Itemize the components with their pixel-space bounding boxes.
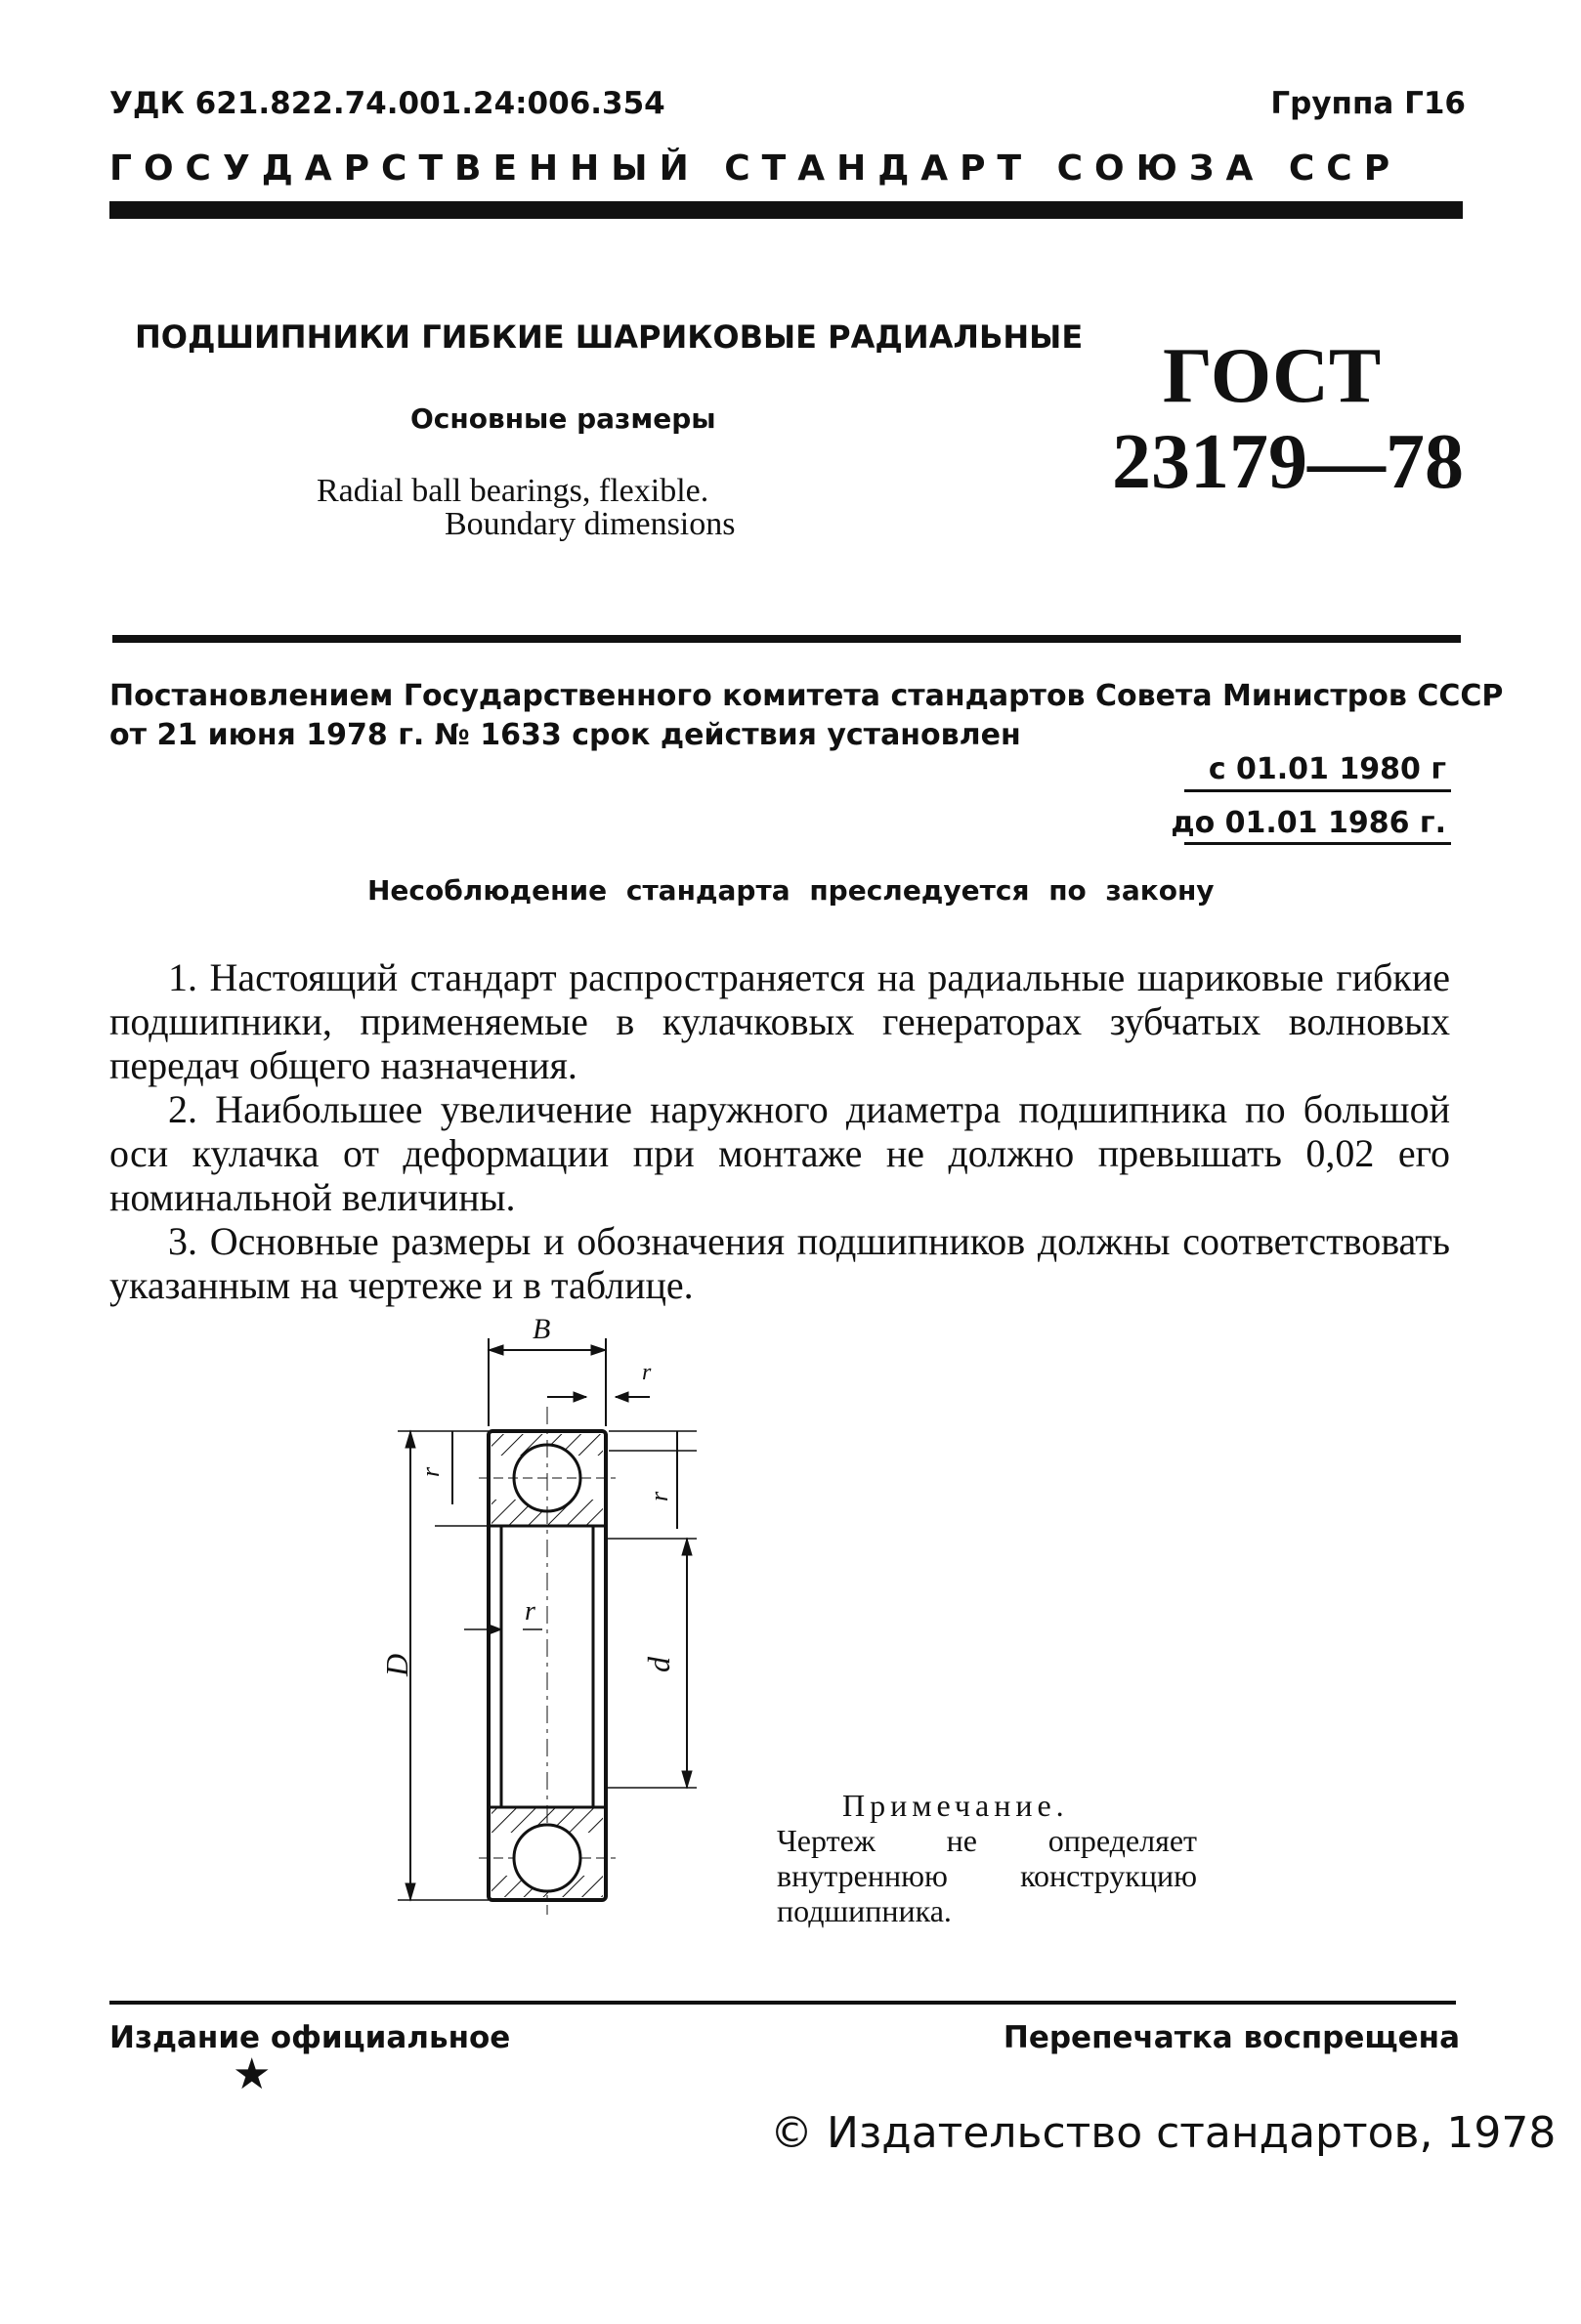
note-body: Чертеж не определяет внутреннюю конструкцию подшипника. (777, 1823, 1197, 1928)
label-r-top: r (642, 1360, 652, 1385)
note-text (777, 1823, 1197, 1928)
gost-number: 23179—78 (1112, 419, 1464, 505)
note-title: Примечание. (842, 1788, 1069, 1823)
label-r-right: r (645, 1491, 673, 1501)
decree-line1: Постановлением Государственного комитета стандартов Совета Министров СССР (109, 679, 1504, 713)
english-title-line1: Radial ball bearings, flexible. (317, 473, 709, 509)
clause-1: 1. Настоящий стандарт распространяется на радиальные шариковые гибкие подшипники, применяемые в кулачковых генераторах зубчатых волновых передач общего назначения. (109, 955, 1450, 1087)
english-title-line2: Boundary dimensions (445, 506, 736, 542)
document-subtitle: Основные размеры (410, 402, 716, 435)
star-icon: ★ (233, 2049, 272, 2099)
label-r-bore: r (525, 1596, 535, 1627)
group-code: Группа Г16 (1270, 86, 1466, 121)
copyright: © Издательство стандартов, 1978 (770, 2108, 1557, 2158)
legal-notice: Несоблюдение стандарта преследуется по закону (367, 874, 1215, 907)
reprint-prohibited: Перепечатка воспрещена (1003, 2020, 1460, 2055)
validity-to: до 01.01 1986 г. (1171, 806, 1446, 840)
standard-banner: ГОСУДАРСТВЕННЫЙ СТАНДАРТ СОЮЗА ССР (109, 148, 1402, 189)
clause-2: 2. Наибольшее увеличение наружного диаметра подшипника по большой оси кулачка от деформации при монтаже не должно превышать 0,02 его номинальной величины. (109, 1087, 1450, 1219)
decree-line2: от 21 июня 1978 г. № 1633 срок действия установлен (109, 718, 1021, 752)
validity-to-underline (1184, 842, 1451, 845)
clauses (109, 955, 1450, 1307)
validity-from-underline (1184, 789, 1451, 792)
footer-rule (109, 2001, 1456, 2005)
title-rule (112, 635, 1461, 643)
official-edition: Издание официальное (109, 2020, 511, 2055)
bearing-drawing (379, 1313, 738, 1924)
clause-3: 3. Основные размеры и обозначения подшипников должны соответствовать указанным на чертеже и в таблице. (109, 1219, 1450, 1307)
label-d-inner: d (641, 1657, 676, 1672)
validity-from: с 01.01 1980 г (1208, 752, 1446, 786)
label-d-outer: D (379, 1653, 414, 1676)
header-rule (109, 201, 1463, 219)
udk-code: УДК 621.822.74.001.24:006.354 (109, 86, 665, 121)
label-r-left: r (416, 1466, 445, 1477)
gost-label: ГОСТ (1163, 333, 1382, 419)
label-b: B (533, 1313, 551, 1345)
document-title: ПОДШИПНИКИ ГИБКИЕ ШАРИКОВЫЕ РАДИАЛЬНЫЕ (135, 318, 1084, 356)
